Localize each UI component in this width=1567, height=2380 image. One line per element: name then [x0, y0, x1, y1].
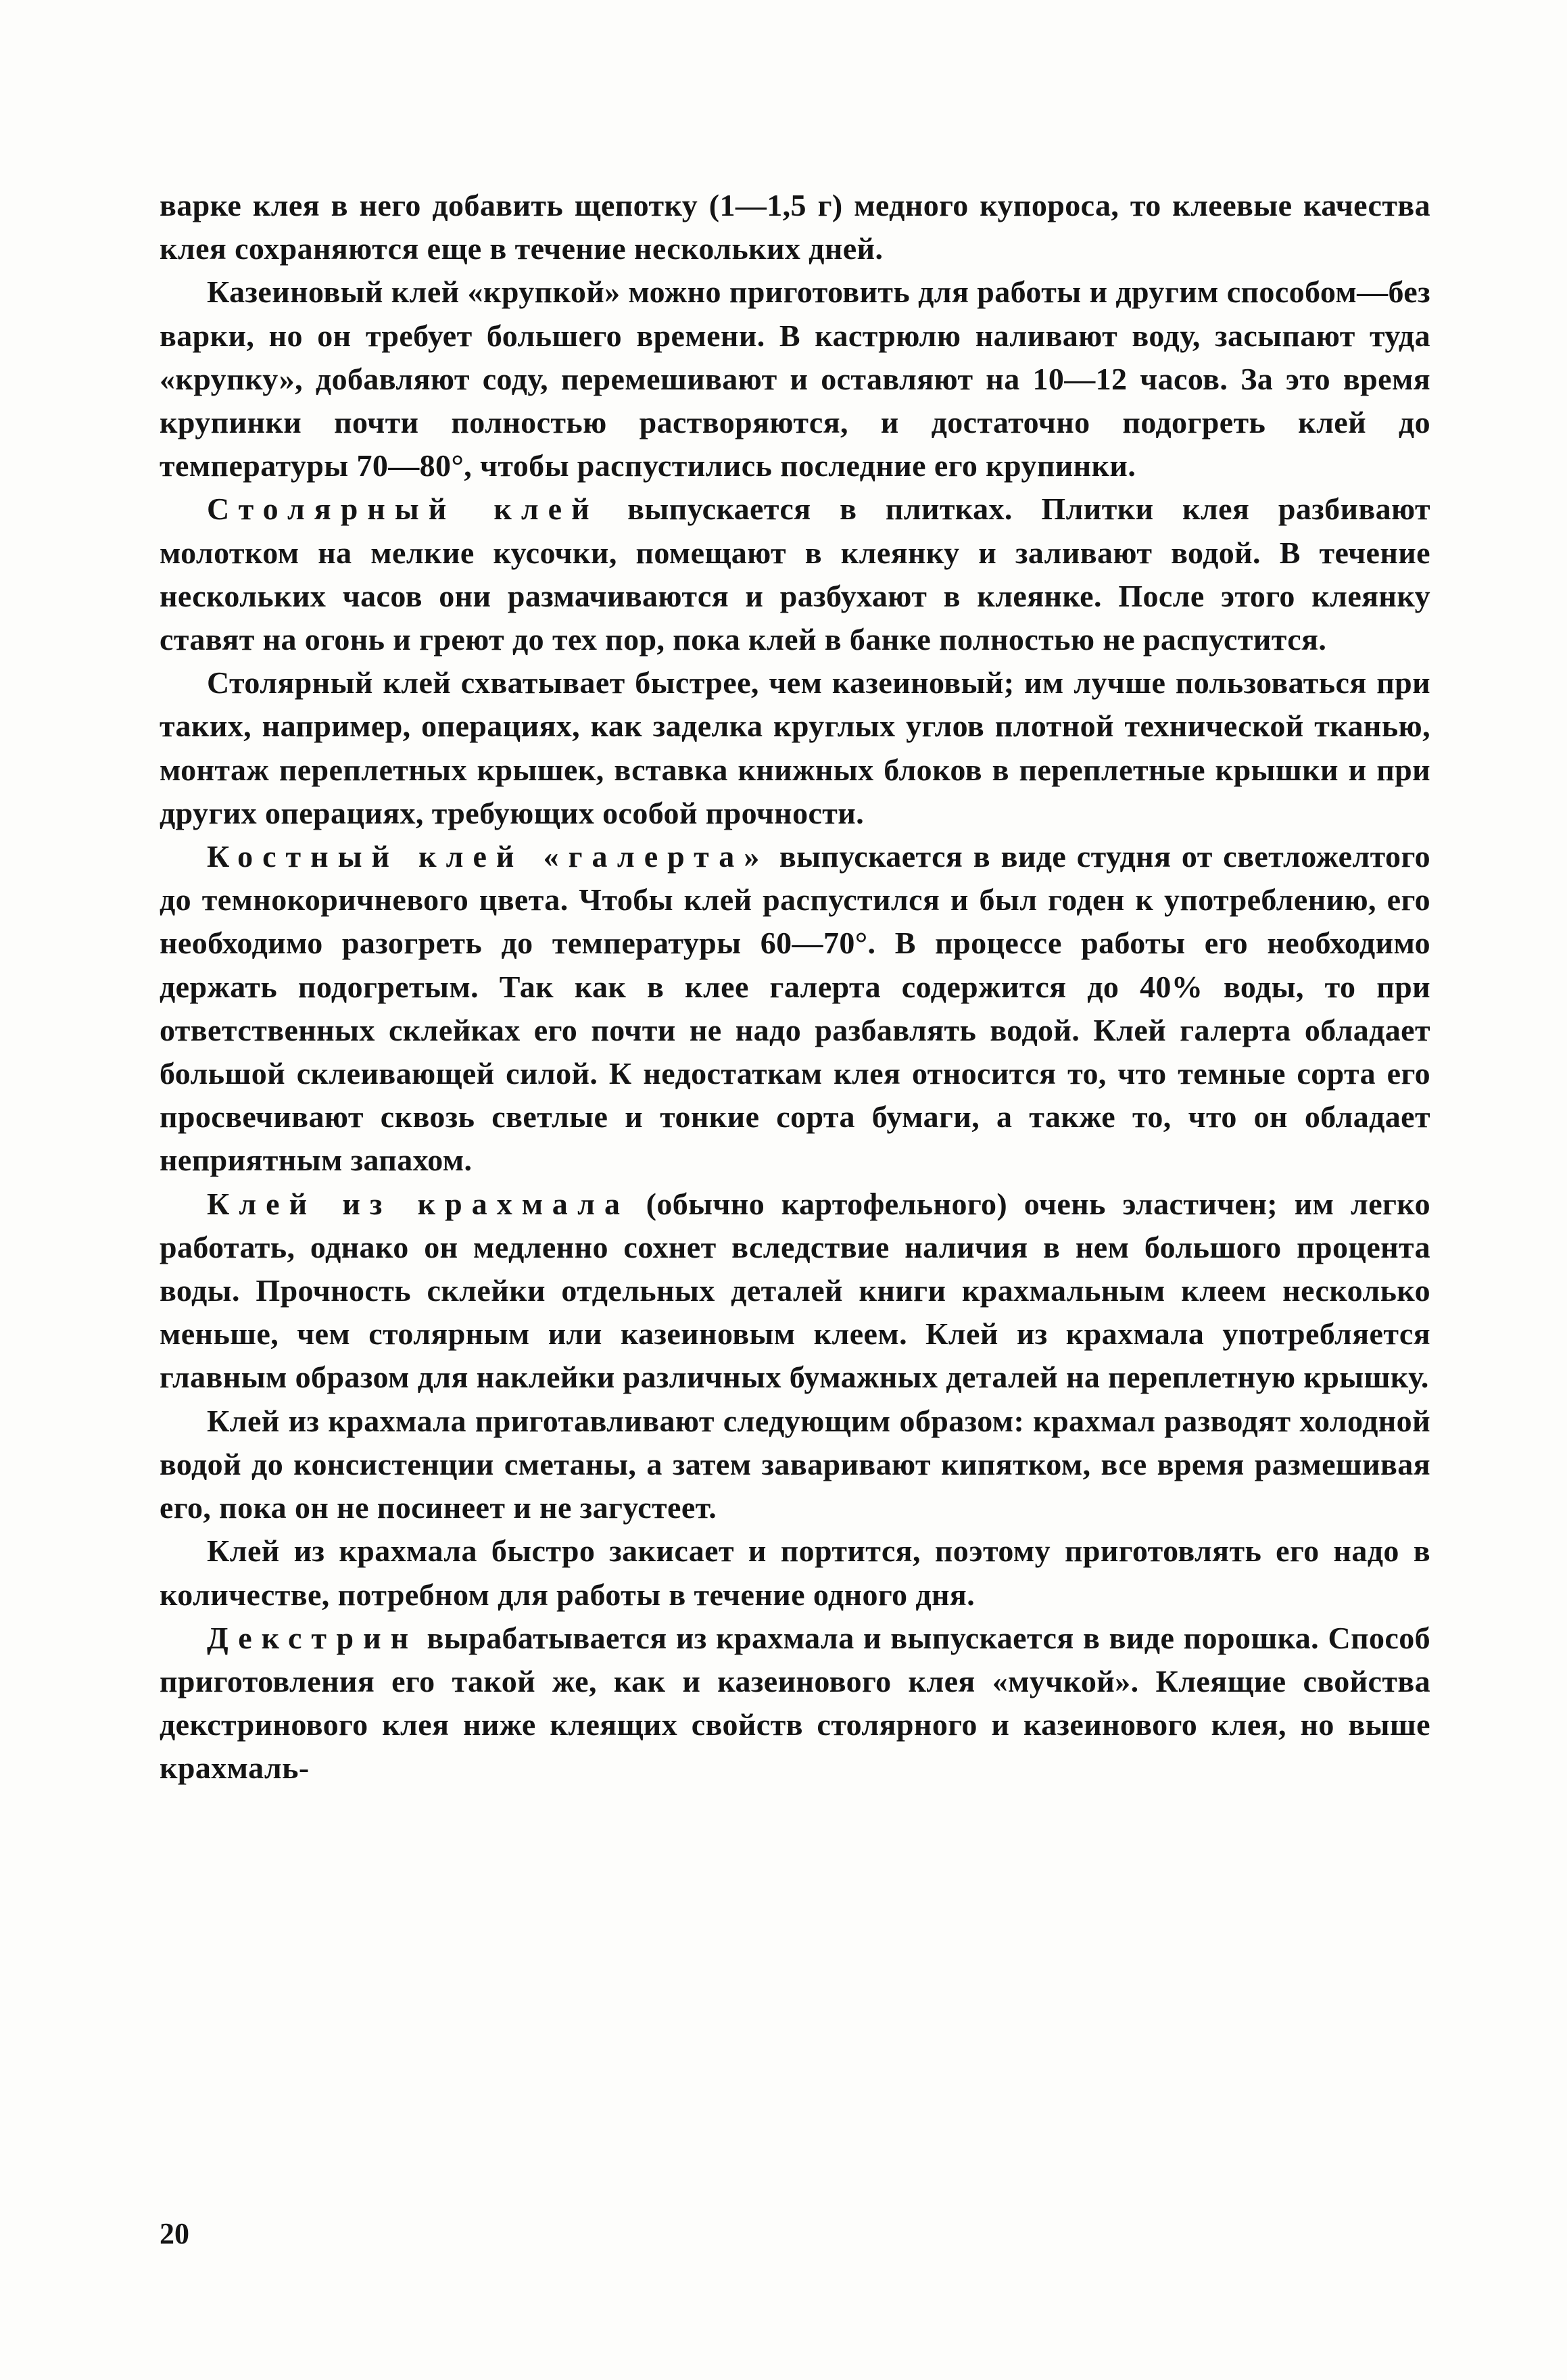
- paragraph-term: Столярный клей: [207, 492, 599, 527]
- paragraph-term: Костный клей «галерта»: [207, 839, 769, 874]
- paragraph: [160, 661, 1430, 835]
- paragraph: [160, 1400, 1430, 1530]
- paragraph-text: (обычно картофельного) очень эластичен; им легко работать, однако он медленно сохнет вследствие наличия в нем большого процента воды. Прочность склейки отдельных деталей книги крахмальным клеем несколько меньше, чем столярным или казеиновым клеем. Клей из крахмала употребляется главным образом для наклейки различных бумажных деталей на переплетную крышку.: [160, 1186, 1430, 1395]
- paragraph-text: Клей из крахмала приготавливают следующим образом: крахмал разводят холодной водой до консистенции сметаны, а затем заваривают кипятком, все время размешивая его, пока он не посинеет и не загустеет.: [160, 1403, 1430, 1525]
- paragraph: [160, 1617, 1430, 1790]
- paragraph-term: Клей из крахмала: [207, 1186, 629, 1221]
- paragraph: [160, 835, 1430, 1183]
- paragraph-text: Клей из крахмала быстро закисает и портится, поэтому приготовлять его надо в количестве, потребном для работы в течение одного дня.: [160, 1533, 1430, 1612]
- paragraph-text: варке клея в него добавить щепотку (1—1,5 г) медного купороса, то клеевые качества клея сохраняются еще в течение нескольких дней.: [160, 188, 1430, 266]
- paragraph-text: выпускается в плитках. Плитки клея разбивают молотком на мелкие кусочки, помещают в клеянку и заливают водой. В течение нескольких часов они размачиваются и разбухают в клеянке. После этого клеянку ставят на огонь и греют до тех пор, пока клей в банке полностью не распустится.: [160, 492, 1431, 657]
- paragraph: [160, 1183, 1430, 1400]
- page-number: 20: [160, 2217, 189, 2250]
- paragraph-term: Декстрин: [207, 1620, 418, 1655]
- paragraph: [160, 487, 1430, 661]
- paragraph: [160, 184, 1430, 270]
- paragraph-text: вырабатывается из крахмала и выпускается в виде порошка. Способ приготовления его такой же, как и казеинового клея «мучкой». Клеящие свойства декстринового клея ниже клеящих свойств столярного и казеинового клея, но выше крахмаль-: [160, 1620, 1430, 1786]
- paragraph-text: Столярный клей схватывает быстрее, чем казеиновый; им лучше пользоваться при таких, например, операциях, как заделка круглых углов плотной технической тканью, монтаж переплетных крышек, вставка книжных блоков в переплетные крышки и при других операциях, требующих особой прочности.: [160, 665, 1430, 830]
- paragraph: [160, 270, 1430, 487]
- paragraph-text: Казеиновый клей «крупкой» можно приготовить для работы и другим способом—без варки, но он требует большего времени. В кастрюлю наливают воду, засыпают туда «крупку», добавляют соду, перемешивают и оставляют на 10—12 часов. За это время крупинки почти полностью растворяются, и достаточно подогреть клей до температуры 70—80°, чтобы распустились последние его крупинки.: [160, 275, 1430, 483]
- paragraph: [160, 1529, 1430, 1616]
- body-text: [160, 184, 1430, 1790]
- paragraph-text: выпускается в виде студня от светложелтого до темнокоричневого цвета. Чтобы клей распустился и был годен к употреблению, его необходимо разогреть до температуры 60—70°. В процессе работы его необходимо держать подогретым. Так как в клее галерта содержится до 40% воды, то при ответственных склейках его почти не надо разбавлять водой. Клей галерта обладает большой склеивающей силой. К недостаткам клея относится то, что темные сорта его просвечивают сквозь светлые и тонкие сорта бумаги, а также то, что он обладает неприятным запахом.: [160, 839, 1430, 1178]
